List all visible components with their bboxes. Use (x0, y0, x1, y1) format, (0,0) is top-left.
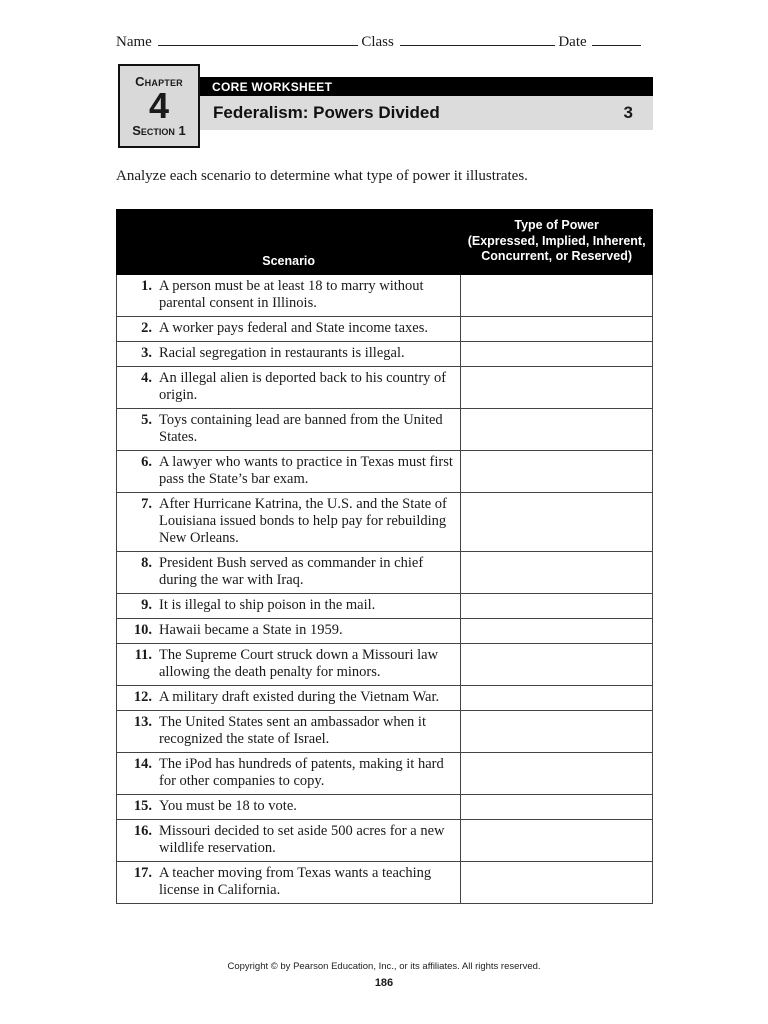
scenario-text: A teacher moving from Texas wants a teaching license in California. (159, 865, 432, 898)
scenario-text: A military draft existed during the Vietnam War. (159, 689, 440, 705)
scenario-cell (117, 619, 461, 644)
answer-cell[interactable] (461, 686, 653, 711)
scenario-cell (117, 367, 461, 409)
date-label: Date (558, 34, 587, 50)
scenario-number: 4. (141, 370, 152, 386)
scenario-text: The United States sent an ambassador when it recognized the state of Israel. (159, 714, 426, 747)
table-row (117, 795, 653, 820)
type-header-line-1: Type of Power (514, 218, 599, 233)
copyright-notice: Copyright © by Pearson Education, Inc., or its affiliates. All rights reserved. (227, 961, 541, 972)
scenario-cell (117, 686, 461, 711)
scenario-text: After Hurricane Katrina, the U.S. and the State of Louisiana issued bonds to help pay for rebuilding New Orleans. (159, 496, 447, 546)
answer-cell[interactable] (461, 795, 653, 820)
scenario-text: Hawaii became a State in 1959. (159, 622, 343, 638)
scenario-number: 14. (133, 756, 152, 772)
name-label: Name (116, 34, 152, 50)
answer-cell[interactable] (461, 317, 653, 342)
instructions: Analyze each scenario to determine what type of power it illustrates. (116, 168, 528, 184)
scenario-table (116, 209, 653, 904)
type-header-line-3: Concurrent, or Reserved) (481, 249, 632, 264)
table-row (117, 644, 653, 686)
scenario-text: Racial segregation in restaurants is illegal. (159, 345, 405, 361)
type-of-power-column-header (461, 210, 653, 275)
date-field[interactable] (592, 33, 641, 46)
answer-cell[interactable] (461, 451, 653, 493)
table-row (117, 342, 653, 367)
scenario-number: 17. (133, 865, 152, 881)
scenario-text: A person must be at least 18 to marry without parental consent in Illinois. (159, 278, 424, 311)
scenario-text: A worker pays federal and State income taxes. (159, 320, 428, 336)
scenario-cell (117, 753, 461, 795)
answer-cell[interactable] (461, 342, 653, 367)
name-field[interactable] (158, 33, 358, 46)
scenario-cell (117, 711, 461, 753)
worksheet-title-bar (200, 96, 653, 130)
scenario-text: You must be 18 to vote. (159, 798, 297, 814)
chapter-label: Chapter (135, 74, 183, 89)
scenario-cell (117, 552, 461, 594)
scenario-number: 16. (133, 823, 152, 839)
table-header-row (117, 210, 653, 275)
scenario-cell (117, 820, 461, 862)
table-row (117, 275, 653, 317)
scenario-number: 11. (134, 647, 152, 663)
scenario-cell (117, 317, 461, 342)
scenario-text: The iPod has hundreds of patents, making it hard for other companies to copy. (159, 756, 444, 789)
answer-cell[interactable] (461, 753, 653, 795)
answer-cell[interactable] (461, 409, 653, 451)
table-row (117, 862, 653, 904)
scenario-text: The Supreme Court struck down a Missouri law allowing the death penalty for minors. (159, 647, 439, 680)
scenario-number: 9. (141, 597, 152, 613)
answer-cell[interactable] (461, 493, 653, 552)
scenario-number: 2. (141, 320, 152, 336)
table-row (117, 594, 653, 619)
scenario-cell (117, 409, 461, 451)
section-label: Section 1 (132, 123, 186, 138)
scenario-text: President Bush served as commander in chief during the war with Iraq. (159, 555, 424, 588)
scenario-number: 5. (141, 412, 152, 428)
name-class-date-line (116, 33, 652, 51)
scenario-text: A lawyer who wants to practice in Texas must first pass the State’s bar exam. (159, 454, 453, 487)
chapter-badge (118, 64, 200, 148)
page-number: 186 (374, 977, 394, 989)
scenario-number: 12. (133, 689, 152, 705)
worksheet-kind: CORE WORKSHEET (200, 77, 653, 96)
answer-cell[interactable] (461, 820, 653, 862)
scenario-cell (117, 795, 461, 820)
scenario-number: 7. (141, 496, 152, 512)
scenario-text: An illegal alien is deported back to his country of origin. (159, 370, 447, 403)
scenario-cell (117, 275, 461, 317)
table-row (117, 820, 653, 862)
scenario-cell (117, 862, 461, 904)
scenario-number: 3. (141, 345, 152, 361)
answer-cell[interactable] (461, 862, 653, 904)
scenario-cell (117, 644, 461, 686)
table-row (117, 552, 653, 594)
answer-cell[interactable] (461, 594, 653, 619)
table-row (117, 686, 653, 711)
table-row (117, 493, 653, 552)
scenario-cell (117, 493, 461, 552)
table-row (117, 409, 653, 451)
chapter-number: 4 (148, 85, 170, 126)
scenario-text: It is illegal to ship poison in the mail. (159, 597, 376, 613)
scenario-number: 13. (133, 714, 152, 730)
scenario-number: 1. (141, 278, 152, 294)
type-header-line-2: (Expressed, Implied, Inherent, (467, 233, 646, 248)
scenario-number: 15. (133, 798, 152, 814)
table-row (117, 367, 653, 409)
scenario-column-header: Scenario (117, 210, 461, 275)
scenario-text: Missouri decided to set aside 500 acres for a new wildlife reservation. (159, 823, 445, 856)
worksheet-title: Federalism: Powers Divided (213, 103, 440, 122)
worksheet-number: 3 (623, 103, 633, 122)
table-row (117, 753, 653, 795)
answer-cell[interactable] (461, 619, 653, 644)
scenario-cell (117, 342, 461, 367)
scenario-cell (117, 451, 461, 493)
scenario-number: 8. (141, 555, 152, 571)
scenario-text: Toys containing lead are banned from the United States. (159, 412, 443, 445)
answer-cell[interactable] (461, 367, 653, 409)
table-row (117, 711, 653, 753)
scenario-cell (117, 594, 461, 619)
scenario-number: 10. (133, 622, 152, 638)
table-row (117, 451, 653, 493)
class-field[interactable] (400, 33, 555, 46)
scenario-number: 6. (141, 454, 152, 470)
answer-cell[interactable] (461, 644, 653, 686)
class-label: Class (361, 34, 394, 50)
answer-cell[interactable] (461, 275, 653, 317)
answer-cell[interactable] (461, 552, 653, 594)
table-row (117, 317, 653, 342)
table-row (117, 619, 653, 644)
answer-cell[interactable] (461, 711, 653, 753)
